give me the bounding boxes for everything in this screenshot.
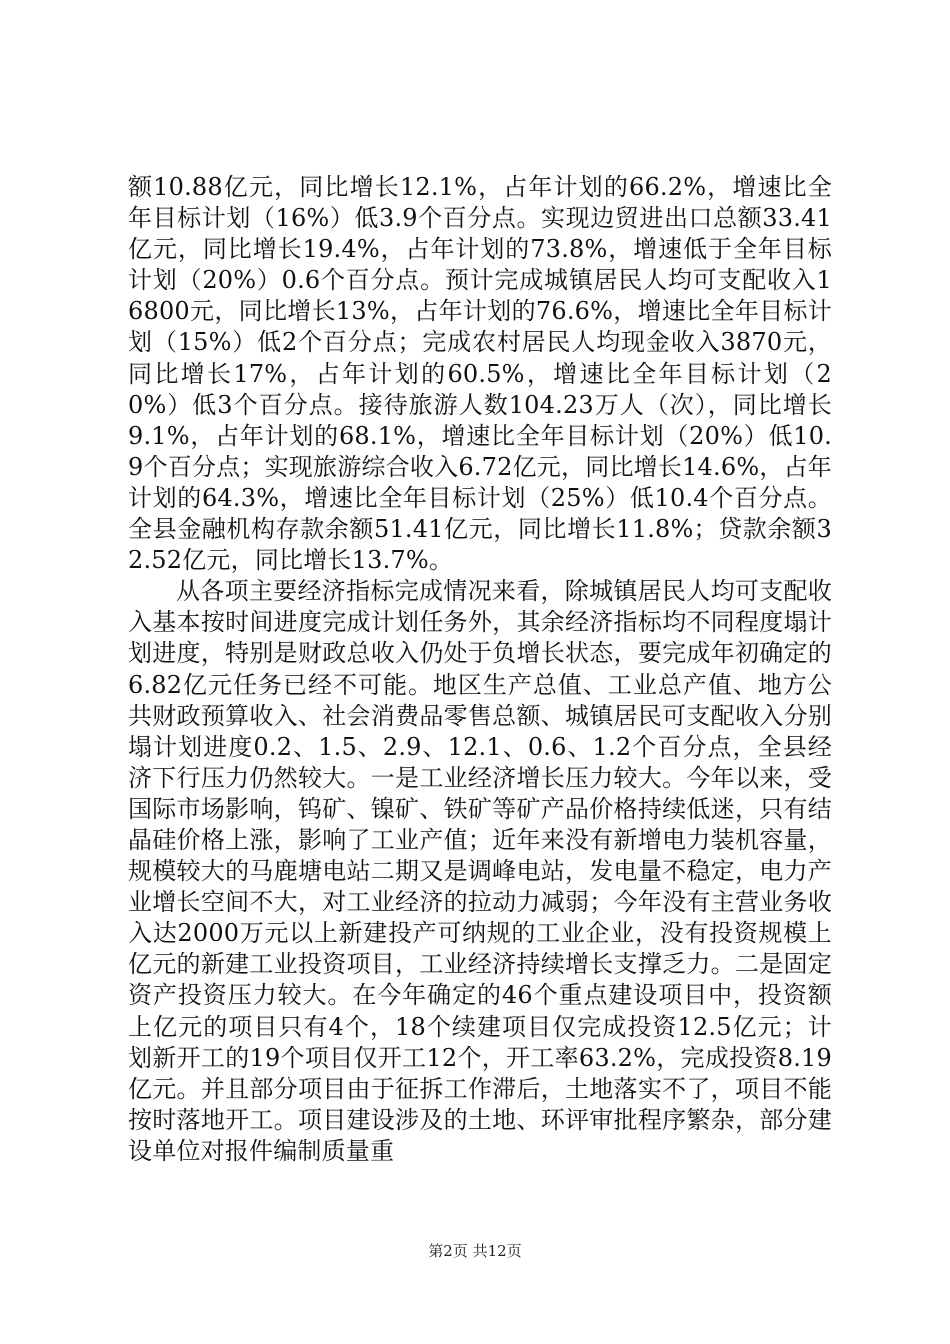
paragraph-continued: 额10.88亿元，同比增长12.1%，占年计划的66.2%，增速比全年目标计划（16%）低3.9个百分点。实现边贸进出口总额33.41亿元，同比增长19.4%，占年计划的73.8%，增速低于全年目标计划（20%）0.6个百分点。预计完成城镇居民人均可支配收入16800元，同比增长13%，占年计划的76.6%，增速比全年目标计划（15%）低2个百分点；完成农村居民人均现金收入3870元，同比增长17%，占年计划的60.5%，增速比全年目标计划（20%）低3个百分点。接待旅游人数104.23万人（次），同比增长9.1%，占年计划的68.1%，增速比全年目标计划（20%）低10.9个百分点；实现旅游综合收入6.72亿元，同比增长14.6%，占年计划的64.3%，增速比全年目标计划（25%）低10.4个百分点。全县金融机构存款余额51.41亿元，同比增长11.8%；贷款余额32.52亿元，同比增长13.7%。 (128, 173, 832, 575)
paragraph-analysis: 从各项主要经济指标完成情况来看，除城镇居民人均可支配收入基本按时间进度完成计划任务外，其余经济指标均不同程度塌计划进度，特别是财政总收入仍处于负增长状态，要完成年初确定的6.82亿元任务已经不可能。地区生产总值、工业总产值、地方公共财政预算收入、社会消费品零售总额、城镇居民可支配收入分别塌计划进度0.2、1.5、2.9、12.1、0.6、1.2个百分点，全县经济下行压力仍然较大。一是工业经济增长压力较大。今年以来，受国际市场影响，钨矿、镍矿、铁矿等矿产品价格持续低迷，只有结晶硅价格上涨，影响了工业产值；近年来没有新增电力装机容量，规模较大的马鹿塘电站二期又是调峰电站，发电量不稳定，电力产业增长空间不大，对工业经济的拉动力减弱；今年没有主营业务收入达2000万元以上新建投产可纳规的工业企业，没有投资规模上亿元的新建工业投资项目，工业经济持续增长支撑乏力。二是固定资产投资压力较大。在今年确定的46个重点建设项目中，投资额上亿元的项目只有4个，18个续建项目仅完成投资12.5亿元；计划新开工的19个项目仅开工12个，开工率63.2%，完成投资8.19亿元。并且部分项目由于征拆工作滞后，土地落实不了，项目不能按时落地开工。项目建设涉及的土地、环评审批程序繁杂，部分建设单位对报件编制质量重 (128, 577, 832, 1165)
page-number-footer: 第2页 共12页 (428, 1242, 522, 1260)
document-body (128, 172, 832, 1167)
